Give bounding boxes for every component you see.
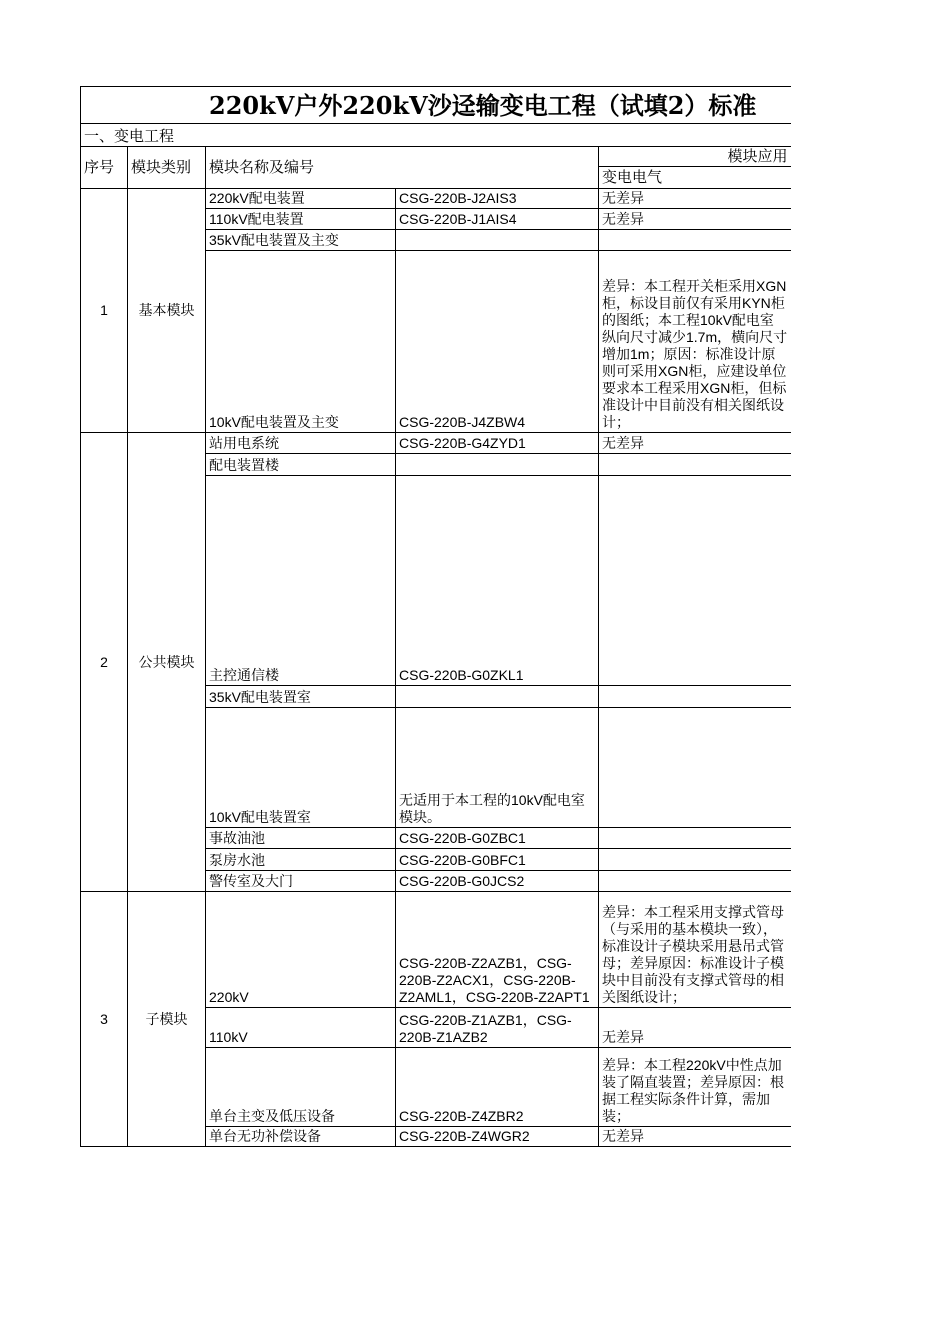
module-code: CSG-220B-J2AIS3	[396, 189, 599, 209]
module-name: 主控通信楼	[206, 476, 396, 686]
module-code: CSG-220B-G0ZBC1	[396, 828, 599, 849]
module-diff: 差异：本工程采用支撑式管母（与采用的基本模块一致），标准设计子模块采用悬吊式管母；差异原因：标准设计子模块中目前没有支撑式管母的相关图纸设计；	[599, 892, 791, 1008]
group-seq: 3	[81, 892, 128, 1147]
module-code: CSG-220B-Z2AZB1，CSG-220B-Z2ACX1，CSG-220B-Z2AML1，CSG-220B-Z2APT1	[396, 892, 599, 1008]
module-code	[396, 230, 599, 251]
module-diff: 无差异	[599, 1127, 791, 1147]
module-diff	[599, 230, 791, 251]
module-code: CSG-220B-J4ZBW4	[396, 251, 599, 433]
module-code: CSG-220B-G0ZKL1	[396, 476, 599, 686]
module-diff	[599, 828, 791, 849]
header-category: 模块类别	[128, 147, 206, 189]
title-row	[81, 87, 791, 124]
page-title: 220kV户外220kV沙迳输变电工程（试填2）标准	[81, 87, 791, 124]
module-name: 220kV	[206, 892, 396, 1008]
module-diff	[599, 708, 791, 828]
module-code: CSG-220B-Z1AZB1，CSG-220B-Z1AZB2	[396, 1008, 599, 1048]
module-code	[396, 454, 599, 476]
module-name: 泵房水池	[206, 849, 396, 871]
header-row-1	[81, 147, 791, 167]
module-name: 单台无功补偿设备	[206, 1127, 396, 1147]
header-application: 模块应用	[599, 147, 791, 167]
group-seq: 2	[81, 433, 128, 892]
module-name: 220kV配电装置	[206, 189, 396, 209]
table-row	[81, 433, 791, 454]
module-diff: 无差异	[599, 189, 791, 209]
module-diff: 差异：本工程220kV中性点加装了隔直装置；差异原因：根据工程实际条件计算，需加装；	[599, 1048, 791, 1127]
module-diff	[599, 476, 791, 686]
module-code: 无适用于本工程的10kV配电室模块。	[396, 708, 599, 828]
spreadsheet	[80, 86, 790, 1147]
module-name: 配电装置楼	[206, 454, 396, 476]
module-diff: 无差异	[599, 209, 791, 230]
section-row	[81, 124, 791, 147]
module-code: CSG-220B-G4ZYD1	[396, 433, 599, 454]
group-category: 基本模块	[128, 189, 206, 433]
module-diff: 差异：本工程开关柜采用XGN柜，标设目前仅有采用KYN柜的图纸；本工程10kV配电室纵向尺寸减少1.7m，横向尺寸增加1m；原因：标准设计原则可采用XGN柜，应建设单位要求本工程采用XGN柜，但标准设计中目前没有相关图纸设计；	[599, 251, 791, 433]
module-code: CSG-220B-G0BFC1	[396, 849, 599, 871]
module-code: CSG-220B-Z4WGR2	[396, 1127, 599, 1147]
module-diff	[599, 686, 791, 708]
module-name: 110kV配电装置	[206, 209, 396, 230]
module-name: 单台主变及低压设备	[206, 1048, 396, 1127]
module-name: 事故油池	[206, 828, 396, 849]
header-seq: 序号	[81, 147, 128, 189]
module-code: CSG-220B-G0JCS2	[396, 871, 599, 892]
module-name: 站用电系统	[206, 433, 396, 454]
table-row	[81, 189, 791, 209]
module-name: 10kV配电装置室	[206, 708, 396, 828]
group-seq: 1	[81, 189, 128, 433]
module-diff	[599, 849, 791, 871]
module-code	[396, 686, 599, 708]
module-name: 35kV配电装置室	[206, 686, 396, 708]
module-code: CSG-220B-Z4ZBR2	[396, 1048, 599, 1127]
table-row	[81, 892, 791, 1008]
module-diff	[599, 454, 791, 476]
section-title: 一、变电工程	[81, 124, 791, 147]
group-category: 公共模块	[128, 433, 206, 892]
module-name: 警传室及大门	[206, 871, 396, 892]
header-name: 模块名称及编号	[206, 147, 599, 189]
module-code: CSG-220B-J1AIS4	[396, 209, 599, 230]
module-name: 10kV配电装置及主变	[206, 251, 396, 433]
group-category: 子模块	[128, 892, 206, 1147]
module-diff: 无差异	[599, 1008, 791, 1048]
module-diff: 无差异	[599, 433, 791, 454]
module-name: 35kV配电装置及主变	[206, 230, 396, 251]
standard-design-table	[80, 86, 791, 1147]
module-name: 110kV	[206, 1008, 396, 1048]
header-electrical: 变电电气	[599, 167, 791, 189]
module-diff	[599, 871, 791, 892]
